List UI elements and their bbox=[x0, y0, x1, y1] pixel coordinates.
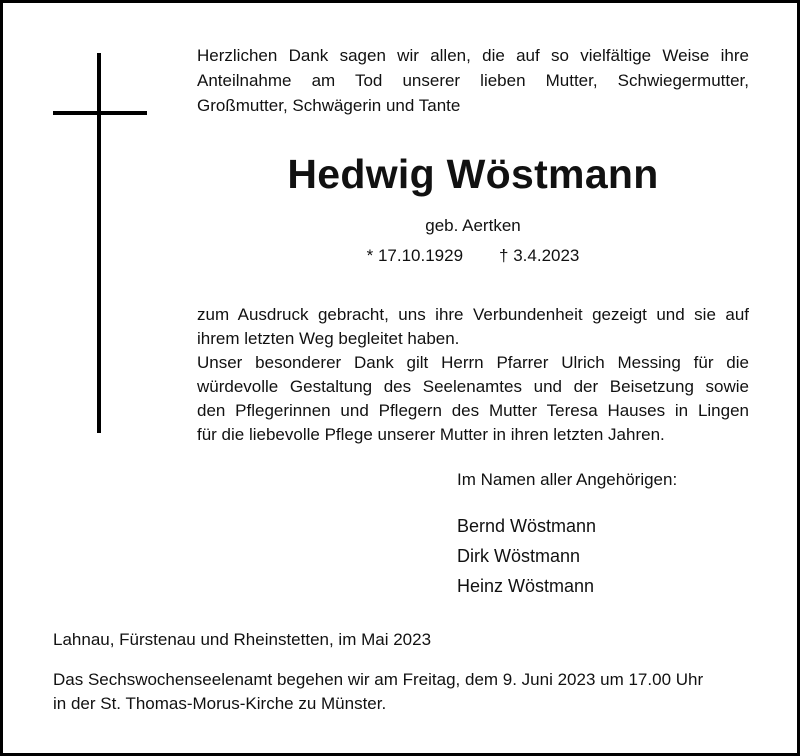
notice-line: in der St. Thomas-Morus-Kirche zu Münster. bbox=[53, 694, 387, 713]
intro-text bbox=[197, 43, 749, 118]
place-date: Lahnau, Fürstenau und Rheinstetten, im Mai 2023 bbox=[53, 630, 432, 649]
body-line: zum Ausdruck gebracht, uns ihre Verbundenheit gezeigt und sie auf bbox=[197, 305, 749, 324]
intro-line: Anteilnahme am Tod unserer lieben Mutter, Schwiegermutter, bbox=[197, 71, 749, 90]
body-line: den Pflegerinnen und Pflegern des Mutter Teresa Hauses in Lingen bbox=[197, 401, 749, 420]
signer-name: Dirk Wöstmann bbox=[457, 546, 581, 566]
notice-line: Das Sechswochenseelenamt begehen wir am Freitag, dem 9. Juni 2023 um 17.00 Uhr bbox=[53, 670, 704, 689]
body-line: Unser besonderer Dank gilt Herrn Pfarrer Ulrich Messing für die bbox=[197, 353, 749, 372]
signer-name: Bernd Wöstmann bbox=[457, 516, 597, 536]
maiden-name: geb. Aertken bbox=[425, 216, 521, 235]
intro-line: Großmutter, Schwägerin und Tante bbox=[197, 96, 461, 115]
deceased-name: Hedwig Wöstmann bbox=[287, 151, 659, 197]
service-notice bbox=[53, 668, 753, 716]
body-line: würdevolle Gestaltung des Seelenamtes und der Beisetzung sowie bbox=[197, 377, 749, 396]
death-date: † 3.4.2023 bbox=[499, 246, 580, 265]
signers-list bbox=[457, 511, 596, 601]
signer-name: Heinz Wöstmann bbox=[457, 576, 595, 596]
birth-date: * 17.10.1929 bbox=[366, 246, 464, 265]
intro-line: Herzlichen Dank sagen wir allen, die auf so vielfältige Weise ihre bbox=[197, 46, 749, 65]
signoff-text: Im Namen aller Angehörigen: bbox=[457, 470, 678, 489]
life-dates bbox=[197, 246, 749, 266]
cross-vertical-bar bbox=[97, 53, 101, 433]
body-line: für die liebevolle Pflege unserer Mutter in ihren letzten Jahren. bbox=[197, 425, 665, 444]
cross-horizontal-bar bbox=[53, 111, 147, 115]
thanks-text bbox=[197, 303, 749, 447]
body-line: ihrem letzten Weg begleitet haben. bbox=[197, 329, 460, 348]
